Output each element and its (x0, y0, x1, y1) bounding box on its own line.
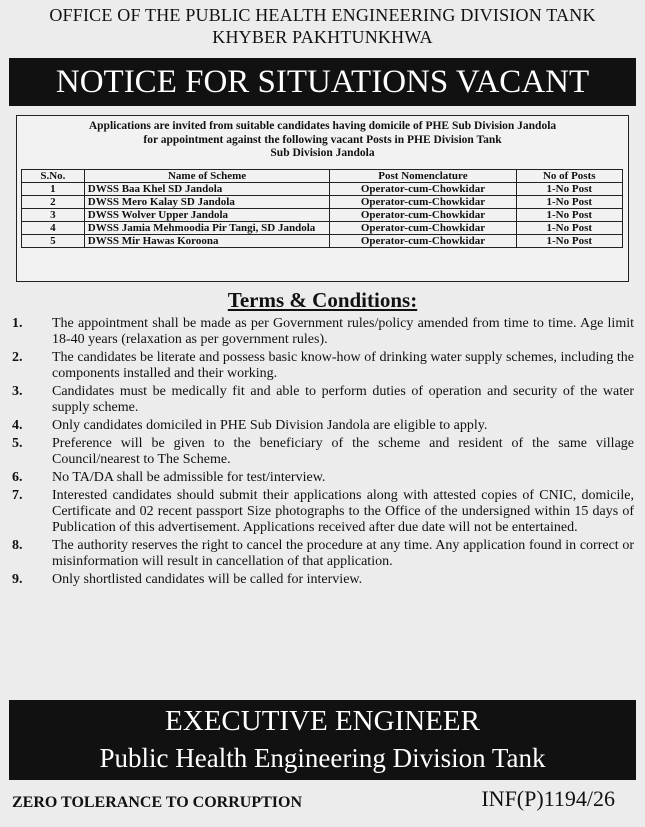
subdivision-label: Sub Division Jandola (270, 147, 375, 159)
term-number: 5. (12, 436, 23, 451)
terms-heading: Terms & Conditions: (227, 288, 418, 312)
col-count: No of Posts (516, 170, 622, 183)
row-post: Operator-cum-Chowkidar (330, 196, 516, 209)
term-text: The authority reserves the right to cancel the procedure at any time. Any application found in correct or misinformation will result in cancellation of that application. (52, 538, 634, 569)
term-item (10, 436, 634, 468)
term-item (10, 418, 634, 434)
row-sno: 3 (22, 209, 85, 222)
row-sno: 4 (22, 222, 85, 235)
term-text: No TA/DA shall be admissible for test/interview. (52, 470, 326, 485)
row-sno: 5 (22, 235, 85, 248)
term-number: 1. (12, 316, 23, 331)
term-number: 7. (12, 488, 23, 503)
reference-number: INF(P)1194/26 (481, 786, 615, 811)
term-number: 6. (12, 470, 23, 485)
row-count: 1-No Post (516, 209, 622, 222)
row-count: 1-No Post (516, 222, 622, 235)
term-text: Candidates must be medically fit and able to perform duties of operation and security of the water supply scheme. (52, 384, 634, 415)
term-text: Only candidates domiciled in PHE Sub Division Jandola are eligible to apply. (52, 418, 488, 433)
row-post: Operator-cum-Chowkidar (330, 209, 516, 222)
col-scheme: Name of Scheme (84, 170, 330, 183)
row-scheme: DWSS Jamia Mehmoodia Pir Tangi, SD Jandola (84, 222, 330, 235)
anti-corruption-slogan: ZERO TOLERANCE TO CORRUPTION (12, 794, 302, 811)
row-count: 1-No Post (516, 183, 622, 196)
term-item (10, 470, 634, 486)
row-scheme: DWSS Mero Kalay SD Jandola (84, 196, 330, 209)
col-sno: S.No. (22, 170, 85, 183)
term-number: 4. (12, 418, 23, 433)
terms-list (10, 316, 634, 590)
signature-block (9, 700, 636, 780)
row-sno: 2 (22, 196, 85, 209)
term-item (10, 316, 634, 348)
table-row (22, 183, 623, 196)
intro-text (17, 119, 628, 147)
office-name: OFFICE OF THE PUBLIC HEALTH ENGINEERING DIVISION TANK (49, 5, 596, 25)
table-row (22, 222, 623, 235)
vacancy-box (16, 115, 629, 282)
office-header (0, 4, 645, 48)
term-item (10, 538, 634, 570)
province-name: KHYBER PAKHTUNKHWA (212, 27, 433, 47)
intro-line-1: Applications are invited from suitable candidates having domicile of PHE Sub Division Jandola (88, 120, 557, 132)
row-scheme: DWSS Mir Hawas Koroona (84, 235, 330, 248)
term-text: The appointment shall be made as per Government rules/policy amended from time to time. Age limit 18-40 years (relaxation as per government rules). (52, 316, 634, 347)
term-item (10, 350, 634, 382)
row-post: Operator-cum-Chowkidar (330, 235, 516, 248)
term-text: Interested candidates should submit their applications along with attested copies of CNIC, domicile, Certificate and 02 recent passport Size photographs to the Office of the undersigned within 15 days of Publication of this advertisement. Applications received after due date will not be entertained. (52, 488, 634, 535)
term-item (10, 488, 634, 536)
term-number: 9. (12, 572, 23, 587)
term-number: 8. (12, 538, 23, 553)
table-header-row (22, 170, 623, 183)
row-count: 1-No Post (516, 196, 622, 209)
term-text: Preference will be given to the beneficiary of the scheme and resident of the same village Council/nearest to The Scheme. (52, 436, 634, 467)
row-post: Operator-cum-Chowkidar (330, 222, 516, 235)
posts-table (21, 169, 623, 248)
row-sno: 1 (22, 183, 85, 196)
signatory-office: Public Health Engineering Division Tank (99, 743, 546, 773)
term-number: 2. (12, 350, 23, 365)
term-text: Only shortlisted candidates will be called for interview. (52, 572, 363, 587)
row-scheme: DWSS Baa Khel SD Jandola (84, 183, 330, 196)
notice-title: NOTICE FOR SITUATIONS VACANT (9, 58, 636, 106)
table-row (22, 209, 623, 222)
signatory-title: EXECUTIVE ENGINEER (165, 705, 480, 737)
term-item (10, 384, 634, 416)
term-number: 3. (12, 384, 23, 399)
col-post: Post Nomenclature (330, 170, 516, 183)
row-count: 1-No Post (516, 235, 622, 248)
term-text: The candidates be literate and possess basic know-how of drinking water supply schemes, including the components installed and their working. (52, 350, 634, 381)
term-item (10, 572, 634, 588)
intro-line-2: for appointment against the following vacant Posts in PHE Division Tank (143, 134, 502, 146)
row-post: Operator-cum-Chowkidar (330, 183, 516, 196)
table-row (22, 196, 623, 209)
table-row (22, 235, 623, 248)
row-scheme: DWSS Wolver Upper Jandola (84, 209, 330, 222)
